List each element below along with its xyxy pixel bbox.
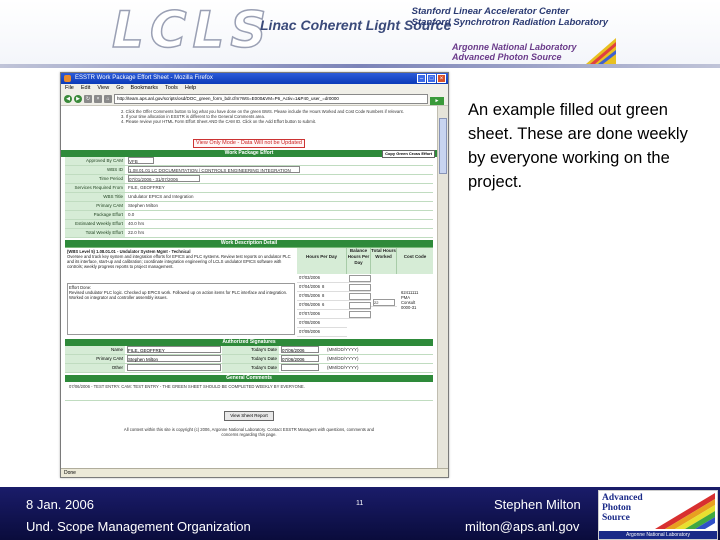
sig-section-title: Authorized Signatures (65, 339, 433, 346)
date-row (297, 310, 347, 319)
balance-cell (347, 310, 371, 319)
close-icon[interactable]: × (437, 74, 446, 83)
wpe-row (65, 211, 433, 220)
page-footer-note: All content within this site is copyright (c) 2006, Argonne National Laboratory. Contact ESSTR Managers with questions, comments and concerns regarding this page. (123, 427, 375, 437)
instruction-line: 4. Please review your HTML Form Effort Sheet AND the CAM ID. Click on the Add Effort button to submit. (121, 119, 316, 124)
wpe-row (65, 175, 433, 184)
lab-name-slac: Stanford Linear Accelerator Center (411, 6, 570, 17)
wpe-label: Time Period (65, 175, 125, 183)
footer-email: milton@aps.anl.gov (465, 519, 580, 534)
wpe-value (125, 175, 433, 183)
balance-cell (347, 283, 371, 292)
total-cell (371, 298, 397, 307)
slide-header (0, 0, 720, 68)
menu-tools[interactable]: Tools (165, 85, 178, 91)
menu-go[interactable]: Go (116, 85, 124, 91)
signature-date-input[interactable]: 07/06/2006 (281, 346, 319, 353)
menu-view[interactable]: View (97, 85, 110, 91)
signature-date (279, 346, 321, 354)
signature-date-label: Today's Date (222, 355, 279, 363)
wpe-label: Package Effort (65, 211, 125, 219)
wd-costcode-col (397, 248, 433, 337)
balance-input[interactable] (349, 302, 371, 309)
wpe-table (65, 157, 433, 238)
date-label: 07/03/2006 (299, 275, 320, 280)
date-label: 07/07/2006 (299, 311, 320, 316)
wd-description (65, 248, 297, 337)
signature-label: Primary CAM (65, 355, 125, 363)
balance-input[interactable] (349, 284, 371, 291)
date-row (297, 283, 347, 292)
callout-text: An example filled out green sheet. These are done weekly by everyone working on the project. (468, 101, 688, 191)
wd-hours-col (297, 248, 347, 337)
browser-menubar (61, 84, 448, 93)
balance-cell (347, 274, 371, 283)
date-row (297, 328, 347, 337)
date-format: (MM/DD/YYYY) (327, 347, 359, 352)
back-icon[interactable]: ◀ (64, 95, 72, 103)
wpe-value (125, 166, 433, 174)
instruction-line: 2. Click the Offer Comments button to log what you have done on the green BWS. Please include the Hours Worked and Cost Code Numbers if relevant. (121, 109, 404, 114)
col-balance: Balance Hours Per Day (347, 248, 371, 274)
signature-date-label: Today's Date (222, 346, 279, 354)
lcls-subtitle: Linac Coherent Light Source (260, 17, 452, 33)
hours-value: 6 (321, 302, 325, 307)
signatures-table (65, 346, 433, 373)
signature-row (65, 364, 433, 373)
vertical-scrollbar[interactable] (437, 106, 448, 469)
aps-rainbow-icon (655, 493, 715, 529)
col-hours-per-day: Hours Per Day (297, 248, 347, 274)
url-input[interactable]: http://team.aps.anl.gov/scripts/osd/DOC_green_form_bdr.cfm?WS=E000&VM=P6_Activ=1&P40_user_=dr0000 (114, 94, 428, 104)
signature-date (279, 355, 321, 363)
hours-value: 8 (321, 293, 325, 298)
wpe-value: FILE, GEOFFREY (128, 185, 165, 190)
signature-name-input[interactable]: Stephen Milton (127, 355, 221, 362)
wpe-row (65, 220, 433, 229)
wpe-row (65, 202, 433, 211)
menu-file[interactable]: File (65, 85, 74, 91)
reload-icon[interactable]: ↻ (85, 96, 91, 102)
wpe-label: Services Required From (65, 184, 125, 192)
date-row (297, 301, 347, 310)
view-sheet-button[interactable]: View Sheet Report (224, 411, 274, 421)
home-icon[interactable]: ⌂ (104, 95, 112, 103)
browser-toolbar (61, 93, 448, 106)
lab-names-slac (412, 6, 608, 28)
wpe-label: WBS ID (65, 166, 125, 174)
wbs-select[interactable]: 1.08.01.01 LC DOCUMENTATION / CONTROLS ENGINEERING INTEGRATION (128, 166, 300, 173)
wpe-row (65, 166, 433, 175)
header-stripe (0, 64, 720, 68)
signature-value (125, 346, 222, 354)
lcls-logo: LCLS (112, 1, 273, 59)
footer-org: Und. Scope Management Organization (26, 519, 251, 534)
browser-statusbar: Done (61, 468, 449, 477)
wpe-value: 40.0 hrs (128, 221, 145, 226)
date-format: (MM/DD/YYYY) (327, 356, 359, 361)
cost-code-value: 62411111 PMA Consult 0000-31 (401, 290, 419, 310)
instruction-line: 3. If your time allocation in ESSTR is different to the General Comments area. (121, 114, 265, 119)
aps-badge-icon (586, 38, 616, 64)
wpe-row (65, 193, 433, 202)
wd-table (65, 247, 433, 337)
wpe-value: 0.0 (128, 212, 135, 217)
aps-lab-name: Argonne National Laboratory (599, 531, 717, 539)
lab-name-ssrl: Stanford Synchrotron Radiation Laboratory (411, 17, 608, 28)
wpe-label: Estimated Weekly Effort (65, 220, 125, 228)
forward-icon[interactable]: ▶ (74, 95, 82, 103)
balance-input[interactable] (349, 275, 371, 282)
col-total-hours: Total Hours Worked (371, 248, 397, 274)
lab-name-aps: Advanced Photon Source (452, 52, 562, 62)
date-label: 07/09/2006 (299, 329, 320, 334)
wd-heading: (WBS Level 5) 1.08.01.01 - Undulator System Mgmt - Technical (67, 249, 191, 254)
signature-value (125, 364, 222, 372)
signature-label: Other (65, 364, 125, 372)
date-label: 07/04/2006 (299, 284, 320, 289)
signature-row (65, 355, 433, 364)
wpe-value: Undulator EPICS and Integration (128, 194, 194, 199)
balance-cell (347, 301, 371, 310)
footer-presenter: Stephen Milton (494, 497, 581, 512)
date-label: 07/05/2006 (299, 293, 320, 298)
scrollbar-thumb[interactable] (439, 118, 447, 174)
wpe-value: 22.0 hrs (128, 230, 145, 235)
footer-date: 8 Jan. 2006 (26, 497, 94, 512)
aps-logo-line: Advanced (602, 493, 643, 503)
firefox-icon (64, 75, 71, 82)
wd-balance-col (347, 248, 371, 337)
wpe-value (125, 157, 433, 165)
date-row (297, 292, 347, 301)
hours-value: 8 (321, 284, 325, 289)
signature-date-input[interactable]: 07/06/2006 (281, 355, 319, 362)
copy-effort-button[interactable]: Copy Green Cross Effort (382, 150, 435, 158)
wpe-label: WBS Title (65, 193, 125, 201)
aps-logo-text (602, 493, 643, 523)
wpe-label: Total Weekly Effort (65, 229, 125, 237)
wpe-row (65, 184, 433, 193)
wd-text: Oversee and track key system and integration efforts for EPICS and PLC systems. Review test reports on undulator PLC and its interface, start-up and calibration; coordinate integration engineering of LCLS undulator EPICS software with controls; weekly progress reports to project management. (67, 254, 291, 269)
aps-logo-line: Source (602, 513, 630, 523)
date-format: (MM/DD/YYYY) (327, 365, 359, 370)
wpe-label: Approved By CAM (65, 157, 125, 165)
maximize-icon[interactable]: □ (427, 74, 436, 83)
date-label: 07/06/2006 (299, 302, 320, 307)
wpe-section-title (61, 150, 437, 157)
go-button[interactable]: ► (430, 97, 444, 105)
balance-cell (347, 292, 371, 301)
wpe-value: Stephen Milton (128, 203, 159, 208)
effort-textarea[interactable]: Effort Done: Revised undulator PLC logic. Checked up EPICS work. Followed up on action items for PLC interface and integration. Worked on integrator and controller assembly issues. (67, 283, 295, 335)
aps-logo (598, 490, 718, 540)
wpe-row (65, 229, 433, 238)
col-cost-code: Cost Code (397, 248, 433, 274)
browser-title: ESSTR Work Package Effort Sheet - Mozilla Firefox (75, 75, 213, 81)
aps-logo-line: Photon (602, 503, 632, 513)
page-content (61, 106, 437, 469)
gc-section-title: General Comments (65, 375, 433, 382)
total-hours-input[interactable]: 22 (373, 299, 395, 306)
signature-value (125, 355, 222, 363)
wpe-label: Primary CAM (65, 202, 125, 210)
lab-name-anl: Argonne National Laboratory (452, 42, 577, 52)
signature-label: Name (65, 346, 125, 354)
window-buttons (417, 74, 446, 83)
instructions (61, 106, 437, 139)
date-row (297, 274, 347, 283)
stop-icon[interactable]: × (94, 95, 102, 103)
menu-edit[interactable]: Edit (80, 85, 91, 91)
view-only-notice: View Only Mode - Data Will not be Updated (193, 139, 305, 148)
balance-input[interactable] (349, 311, 371, 318)
wpe-row (65, 157, 433, 166)
wd-section-title: Work Description Detail (65, 240, 433, 247)
minimize-icon[interactable]: – (417, 74, 426, 83)
wd-total-col (371, 248, 397, 337)
balance-input[interactable] (349, 293, 371, 300)
signature-date-input[interactable] (281, 364, 319, 371)
cam-select[interactable]: VFB (128, 157, 154, 164)
general-comments: 07/06/2006 - TEST ENTRY. CAM: TEST ENTRY - THE GREEN SHEET SHOULD BE COMPLETED WEEKLY BY EVERYONE. (65, 382, 433, 401)
signature-date-label: Today's Date (222, 364, 279, 372)
signature-date (279, 364, 321, 372)
date-label: 07/08/2006 (299, 320, 320, 325)
menu-bookmarks[interactable]: Bookmarks (130, 85, 159, 91)
wpe-title: Work Package Effort (224, 150, 274, 156)
menu-help[interactable]: Help (184, 85, 197, 91)
time-period-select[interactable]: 07/01/2006 - 31/07/2006 (128, 175, 200, 182)
browser-titlebar (61, 73, 448, 84)
signature-name-input[interactable]: FILE, GEOFFREY (127, 346, 221, 353)
page-number: 11 (356, 500, 364, 507)
browser-window (60, 72, 449, 478)
signature-row (65, 346, 433, 355)
date-row (297, 319, 347, 328)
signature-name-input[interactable] (127, 364, 221, 371)
lab-names-argonne (452, 42, 577, 62)
